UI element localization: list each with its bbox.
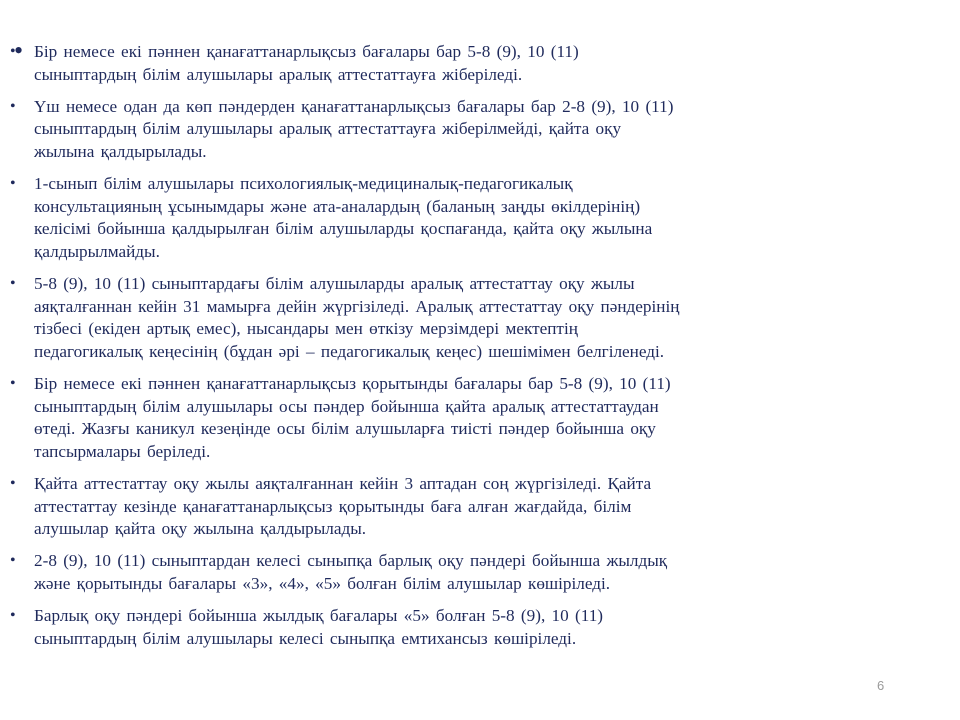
item-line: тапсырмалары беріледі. [34,441,211,461]
item-line: алушылар қайта оқу жылына қалдырылады. [34,519,367,539]
item-line: 5-8 (9), 10 (11) сыныптардағы білім алушыларды аралық аттестаттау оқу жылы [34,274,635,294]
page-number: 6 [877,678,885,693]
item-line: Үш немесе одан да көп пәндерден қанағаттанарлықсыз бағалары бар 2-8 (9), 10 (11) [34,96,674,116]
bullet-icon: • [10,552,16,570]
item-line: Бір немесе екі пәннен қанағаттанарлықсыз бағалары бар 5-8 (9), 10 (11) [34,42,579,61]
item-line: Бір немесе екі пәннен қанағаттанарлықсыз қорытынды бағалары бар 5-8 (9), 10 (11) [34,374,671,394]
item-line: педагогикалық кеңесінің (бұдан әрі – педагогикалық кеңес) шешімімен белгіленеді. [34,341,665,361]
item-line: Қайта аттестаттау оқу жылы аяқталғаннан кейін 3 аптадан соң жүргізіледі. Қайта [34,474,652,494]
bullet-icon: • [10,607,16,625]
item-line: және қорытынды бағалары «3», «4», «5» болған білім алушылар көшіріледі. [34,574,611,594]
item-line: жылына қалдырылады. [34,141,207,161]
list-item [10,173,840,263]
item-line: сыныптардың білім алушылары келесі сыныпқа емтихансыз көшіріледі. [34,628,577,648]
list-item [10,550,840,595]
bullet-icon: • [10,275,16,293]
list-item [10,373,840,463]
item-line: Барлық оқу пәндері бойынша жылдық бағалары «5» болған 5-8 (9), 10 (11) [34,606,604,626]
item-line: 2-8 (9), 10 (11) сыныптардан келесі сыныпқа барлық оқу пәндері бойынша жылдық [34,551,668,571]
list-item [10,605,840,650]
bullet-icon: • [10,175,16,193]
list-item [10,473,840,541]
item-line: консультацияның ұсынымдары және ата-аналардың (баланың заңды өкілдерінің) [34,196,641,216]
bullet-icon: • [10,475,16,493]
item-line: аяқталғаннан кейін 31 мамырға дейін жүргізіледі. Аралық аттестаттау оқу пәндерінің [34,296,680,316]
item-line: тізбесі (екіден артық емес), нысандары мен өткізу мерзімдері мектептің [34,319,578,339]
item-line: сыныптардың білім алушылары осы пәндер бойынша қайта аралық аттестаттаудан [34,396,659,416]
item-line: 1-сынып білім алушылары психологиялық-медициналық-педагогикалық [34,174,573,194]
bullet-icon: • [10,97,16,115]
item-line: сыныптардың білім алушылары аралық аттестаттауға жіберілмейді, қайта оқу [34,119,622,139]
list-item [10,41,840,86]
bullet-icon: • [10,375,16,393]
item-line: өтеді. Жазғы каникул кезеңінде осы білім алушыларға тиісті пәндер бойынша оқу [34,419,656,439]
item-line: сыныптардың білім алушылары аралық аттестаттауға жіберіледі. [34,64,523,84]
list-item [10,96,840,164]
list-item [10,273,840,363]
bullet-icon: • [10,43,16,60]
item-line: қалдырылмайды. [34,241,160,261]
bullet-list [10,41,840,660]
item-line: аттестаттау кезінде қанағаттанарлықсыз қорытынды баға алған жағдайда, білім [34,496,632,516]
item-line: келісімі бойынша қалдырылған білім алушыларды қоспағанда, қайта оқу жылына [34,219,653,239]
stray-bullet-mark: • [14,36,24,65]
